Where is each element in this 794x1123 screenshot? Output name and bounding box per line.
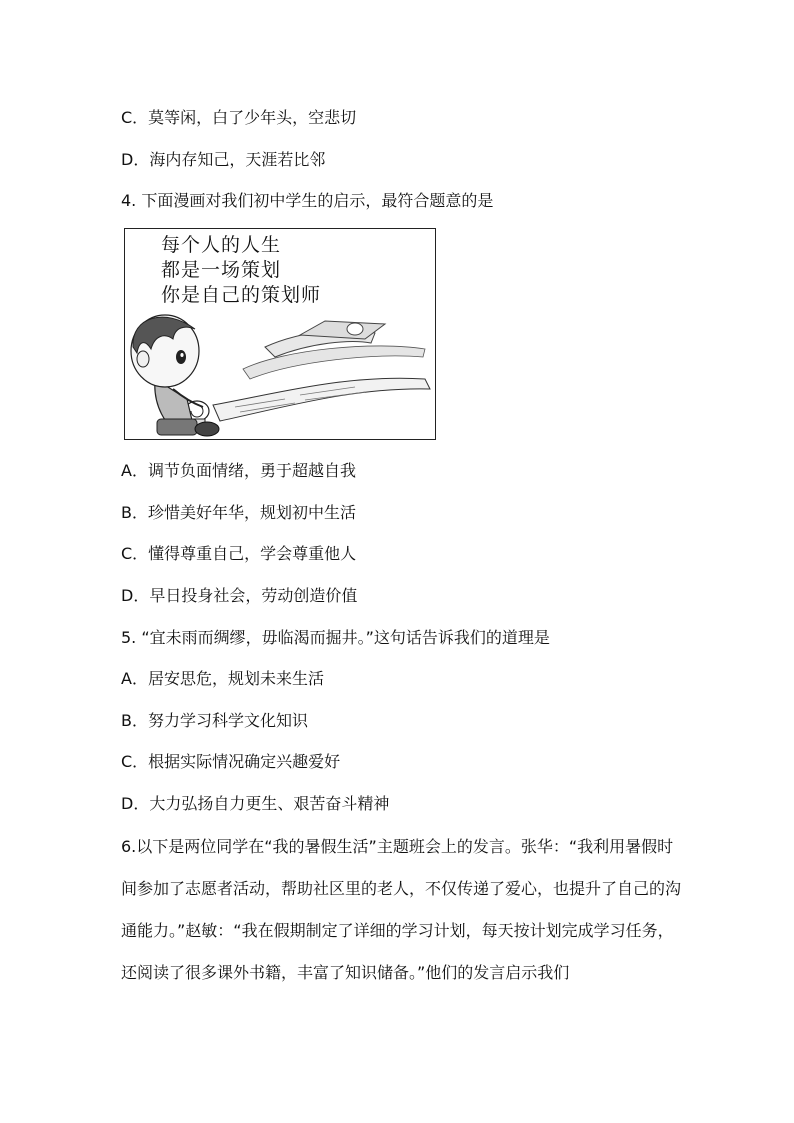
q4-option-c: C．懂得尊重自己，学会尊重他人 [121, 544, 357, 563]
boy-with-scroll-drawing [125, 229, 436, 440]
q5-option-d: D．大力弘扬自力更生、艰苦奋斗精神 [121, 794, 390, 813]
cartoon-illustration [124, 228, 436, 440]
cartoon-text-line-1: 每个人的人生 [161, 234, 282, 256]
q6-stem: 6.以下是两位同学在“我的暑假生活”主题班会上的发言。张华：“我利用暑假时间参加了志愿者活动，帮助社区里的老人，不仅传递了爱心，也提升了自己的沟通能力。”赵敏：“我在假期制定了详细的学习计划，每天按计划完成学习任务，还阅读了很多课外书籍，丰富了知识储备。”他们的发言启示我们 [121, 837, 682, 982]
q3-option-d: D．海内存知己，天涯若比邻 [121, 150, 326, 169]
q5-option-c: C．根据实际情况确定兴趣爱好 [121, 752, 341, 771]
q5-option-a: A．居安思危，规划未来生活 [121, 669, 324, 688]
q5-stem: 5. “宜未雨而绸缪，毋临渴而掘井。”这句话告诉我们的道理是 [121, 628, 550, 647]
cartoon-text-line-2: 都是一场策划 [161, 259, 282, 281]
q5-option-b: B．努力学习科学文化知识 [121, 711, 308, 730]
cartoon-text-line-3: 你是自己的策划师 [161, 284, 322, 306]
q4-option-d: D．早日投身社会，劳动创造价值 [121, 586, 358, 605]
q4-option-a: A．调节负面情绪，勇于超越自我 [121, 461, 356, 480]
q4-stem: 4. 下面漫画对我们初中学生的启示，最符合题意的是 [121, 191, 494, 210]
q4-option-b: B．珍惜美好年华，规划初中生活 [121, 503, 356, 522]
q3-option-c: C．莫等闲，白了少年头，空悲切 [121, 108, 357, 127]
